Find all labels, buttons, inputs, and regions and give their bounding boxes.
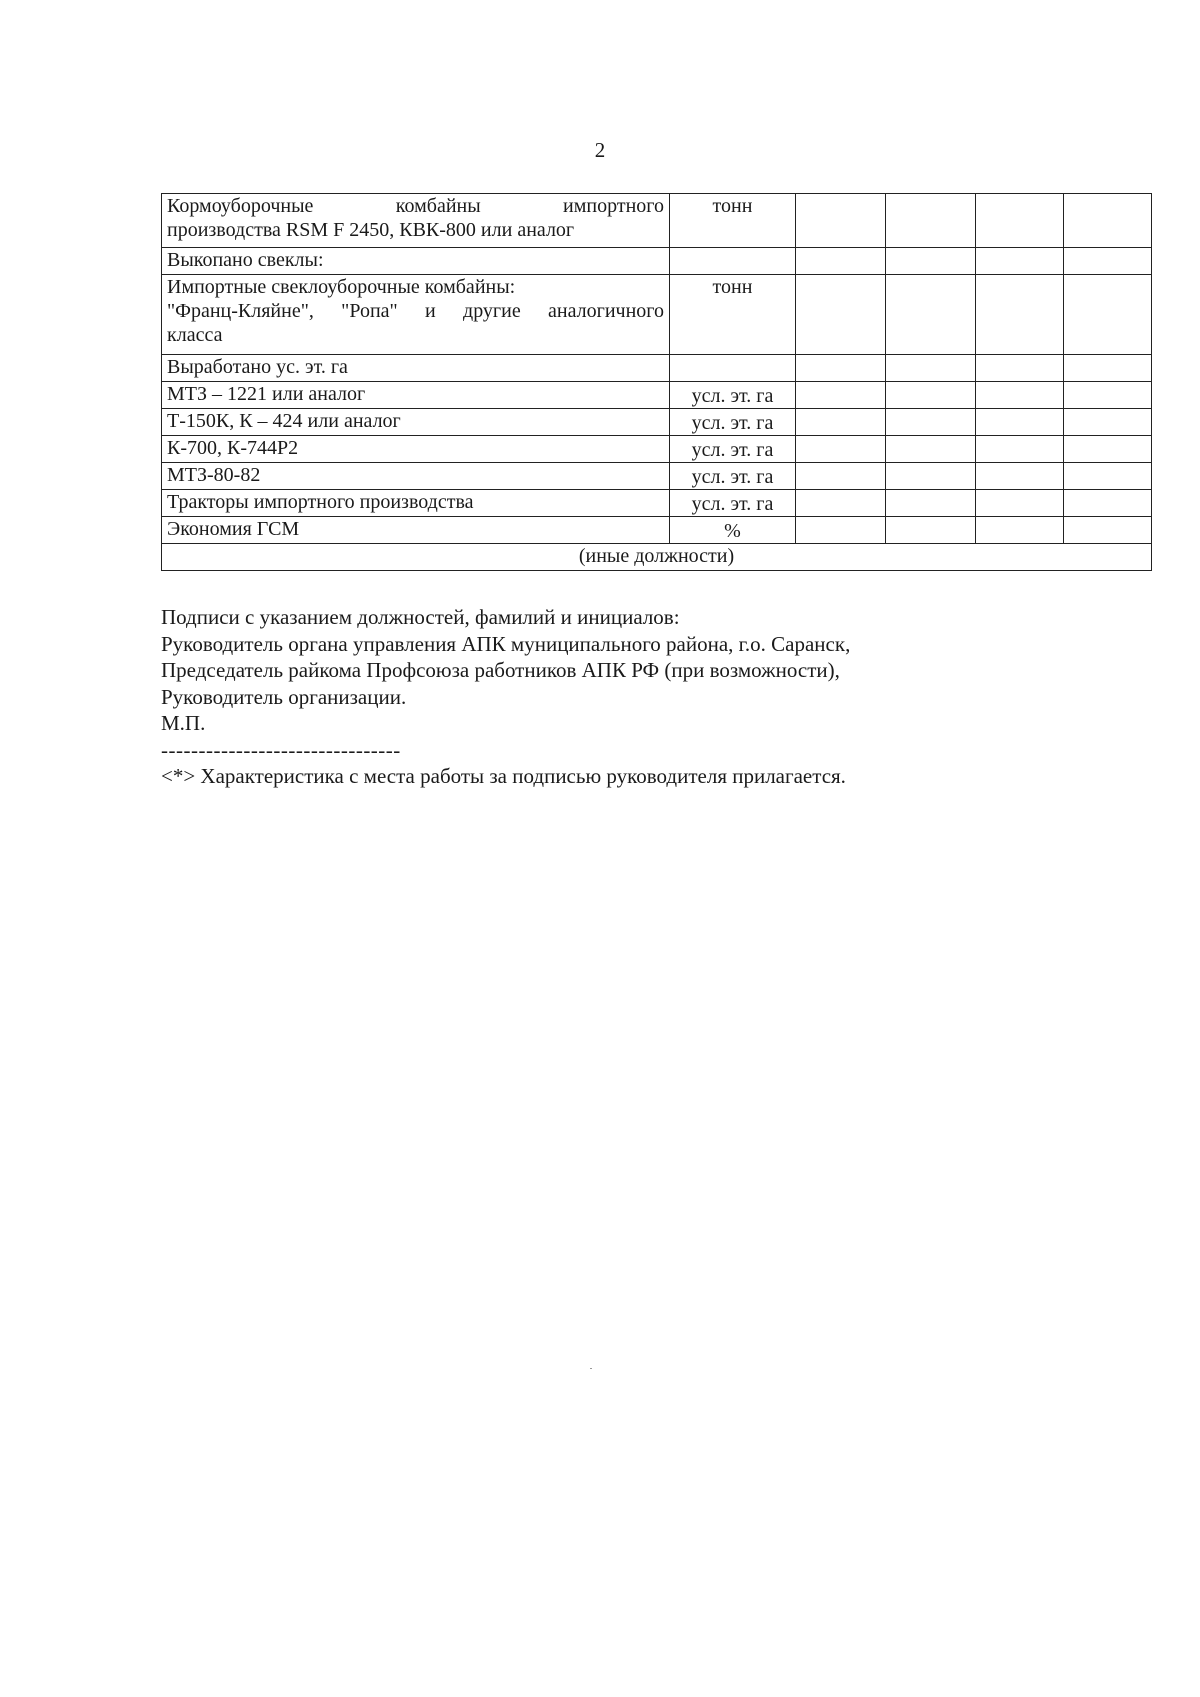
row-label: К-700, К-744Р2 <box>162 436 670 463</box>
value-cell <box>976 409 1064 436</box>
value-cell <box>1064 409 1152 436</box>
value-cell <box>976 194 1064 248</box>
row-label: МТЗ-80-82 <box>162 463 670 490</box>
value-cell <box>796 382 886 409</box>
footnote: <*> Характеристика с места работы за подписью руководителя прилагается. <box>161 764 846 788</box>
row-unit <box>670 248 796 275</box>
value-cell <box>796 194 886 248</box>
value-cell <box>1064 355 1152 382</box>
scan-speck <box>590 1368 592 1369</box>
table-footer-row <box>162 544 1152 571</box>
signature-line: Руководитель органа управления АПК муниципального района, г.о. Саранск, <box>161 631 851 656</box>
row-unit: усл. эт. га <box>670 490 796 517</box>
row-label: Тракторы импортного производства <box>162 490 670 517</box>
value-cell <box>886 275 976 355</box>
value-cell <box>886 194 976 248</box>
value-cell <box>886 355 976 382</box>
row-label: Импортные свеклоуборочные комбайны: "Франц-Кляйне", "Ропа" и другие аналогичного класса <box>162 275 670 355</box>
value-cell <box>886 248 976 275</box>
value-cell <box>976 355 1064 382</box>
value-cell <box>796 463 886 490</box>
value-cell <box>976 490 1064 517</box>
value-cell <box>796 275 886 355</box>
signatures-heading: Подписи с указанием должностей, фамилий и инициалов: <box>161 605 680 629</box>
row-unit: усл. эт. га <box>670 409 796 436</box>
value-cell <box>976 463 1064 490</box>
value-cell <box>1064 382 1152 409</box>
signatures-block <box>161 604 1141 790</box>
value-cell <box>796 248 886 275</box>
value-cell <box>886 490 976 517</box>
table-row <box>162 382 1152 409</box>
other-positions-caption: (иные должности) <box>162 544 1152 571</box>
table-row <box>162 355 1152 382</box>
row-unit: тонн <box>670 275 796 355</box>
table-row <box>162 409 1152 436</box>
value-cell <box>1064 248 1152 275</box>
value-cell <box>1064 463 1152 490</box>
table-row <box>162 194 1152 248</box>
row-unit <box>670 355 796 382</box>
value-cell <box>796 355 886 382</box>
value-cell <box>1064 194 1152 248</box>
table-row <box>162 463 1152 490</box>
value-cell <box>796 436 886 463</box>
results-table <box>161 193 1152 571</box>
signature-line: Председатель райкома Профсоюза работников АПК РФ (при возможности), <box>161 658 840 682</box>
table-row <box>162 248 1152 275</box>
value-cell <box>1064 490 1152 517</box>
value-cell <box>886 436 976 463</box>
value-cell <box>1064 436 1152 463</box>
table-row <box>162 517 1152 544</box>
row-label: Выкопано свеклы: <box>162 248 670 275</box>
row-label: МТЗ – 1221 или аналог <box>162 382 670 409</box>
value-cell <box>796 490 886 517</box>
value-cell <box>796 409 886 436</box>
value-cell <box>796 517 886 544</box>
table-row <box>162 436 1152 463</box>
row-label: Кормоуборочные комбайны импортного производства RSM F 2450, КВК-800 или аналог <box>162 194 670 248</box>
value-cell <box>976 436 1064 463</box>
value-cell <box>886 409 976 436</box>
value-cell <box>1064 275 1152 355</box>
row-label: Т-150К, К – 424 или аналог <box>162 409 670 436</box>
page-number: 2 <box>594 138 606 162</box>
signature-line: Руководитель организации. <box>161 684 407 709</box>
row-unit: тонн <box>670 194 796 248</box>
value-cell <box>1064 517 1152 544</box>
value-cell <box>976 248 1064 275</box>
row-label: Экономия ГСМ <box>162 517 670 544</box>
stamp-mark: М.П. <box>161 711 206 735</box>
value-cell <box>976 382 1064 409</box>
value-cell <box>886 382 976 409</box>
table-row <box>162 275 1152 355</box>
value-cell <box>976 517 1064 544</box>
row-unit: усл. эт. га <box>670 436 796 463</box>
value-cell <box>886 517 976 544</box>
value-cell <box>976 275 1064 355</box>
row-unit: % <box>670 517 796 544</box>
value-cell <box>886 463 976 490</box>
row-unit: усл. эт. га <box>670 382 796 409</box>
row-label: Выработано ус. эт. га <box>162 355 670 382</box>
footnote-separator: -------------------------------- <box>161 737 401 762</box>
row-unit: усл. эт. га <box>670 463 796 490</box>
table-row <box>162 490 1152 517</box>
